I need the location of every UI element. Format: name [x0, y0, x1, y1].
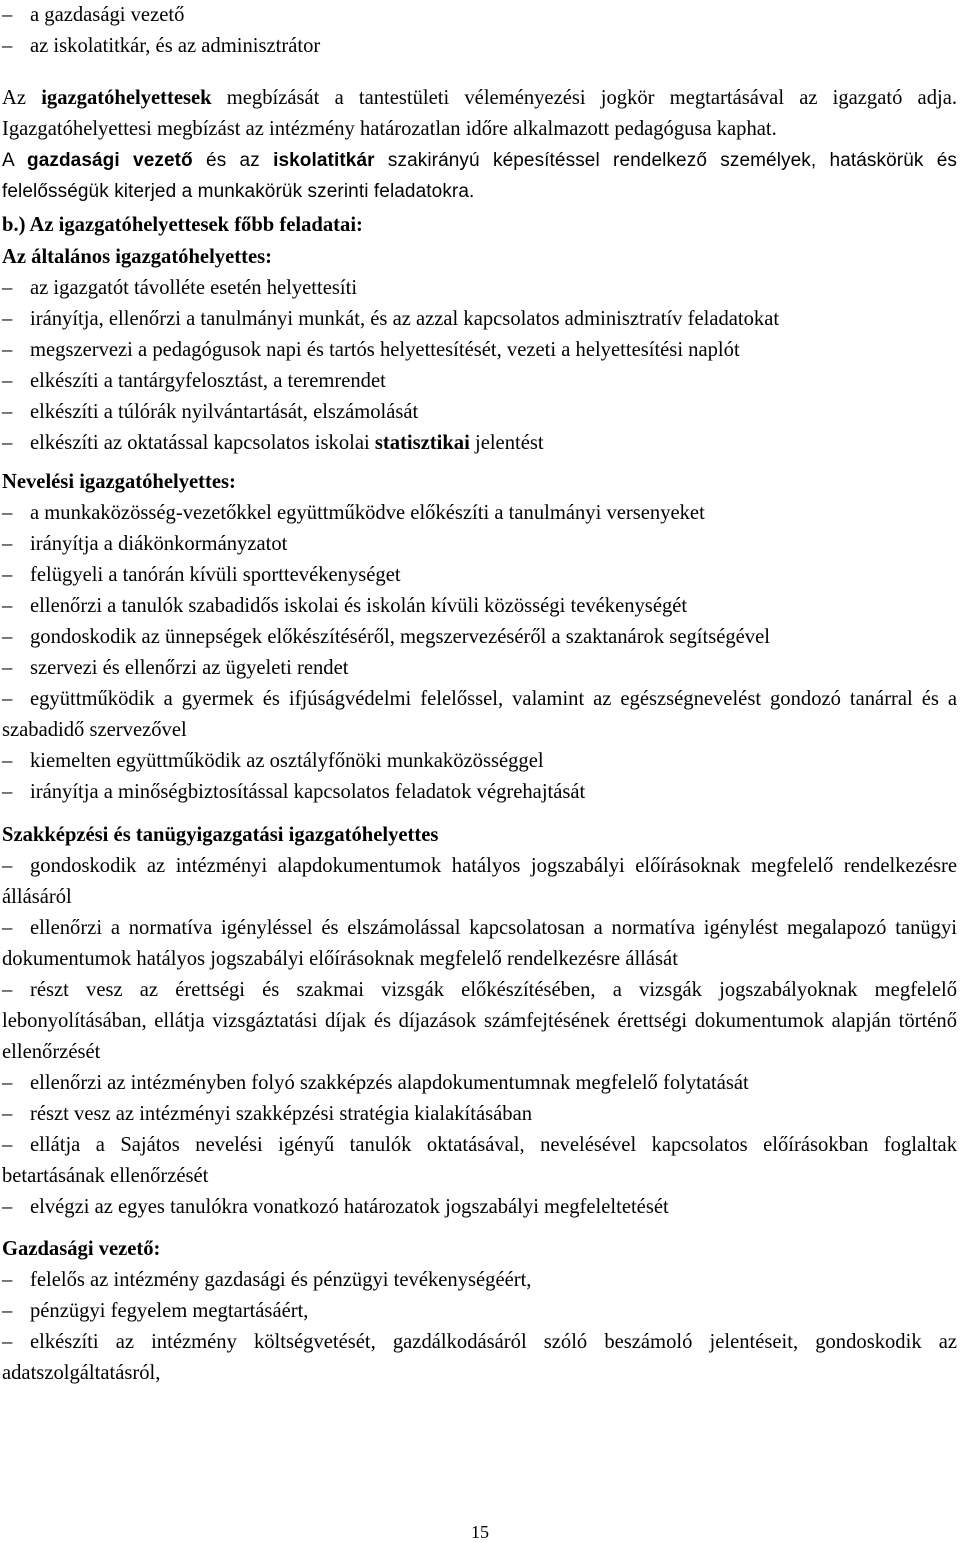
text: Az	[2, 87, 42, 109]
list-dash: –	[2, 781, 13, 803]
list-item-text: részt vesz az intézményi szakképzési stratégia kialakításában	[30, 1103, 533, 1125]
list-item	[2, 366, 957, 397]
list-item-text: kiemelten együttműködik az osztályfőnöki munkaközösséggel	[30, 750, 544, 772]
list-item-text: együttműködik a gyermek és ifjúságvédelmi felelőssel, valamint az egészségnevelést gondozó tanárral és a szabadidő szervezővel	[2, 688, 957, 741]
list-item-text: felelős az intézmény gazdasági és pénzügyi tevékenységéért,	[30, 1269, 532, 1291]
list-item	[2, 653, 957, 684]
list-item	[2, 560, 957, 591]
list-item-text: az igazgatót távolléte esetén helyettesíti	[30, 277, 358, 299]
list-dash: –	[2, 657, 13, 679]
list-dash: –	[2, 502, 13, 524]
list-item	[2, 0, 957, 31]
list-dash: –	[2, 855, 13, 877]
list-item-wrapped	[2, 851, 957, 913]
list-dash: –	[2, 1134, 13, 1156]
list-item-text: elkészíti a tantárgyfelosztást, a teremrendet	[30, 370, 386, 392]
paragraph-appointment	[2, 83, 957, 145]
text: jelentést	[469, 432, 544, 454]
list-item	[2, 746, 957, 777]
list-item-text: ellenőrzi a normatíva igényléssel és elszámolással kapcsolatosan a normatíva igénylést megalapozó tanügyi dokumentumok hatályos jogszabályi előírásoknak megfelelő rendelkezésre állását	[2, 917, 957, 970]
list-item-text: felügyeli a tanórán kívüli sporttevékenységet	[30, 564, 401, 586]
list-item	[2, 31, 957, 62]
page-number: 15	[471, 1522, 489, 1542]
list-item-text: megszervezi a pedagógusok napi és tartós helyettesítését, vezeti a helyettesítési naplót	[30, 339, 740, 361]
list-item	[2, 428, 957, 459]
list-dash: –	[2, 370, 13, 392]
list-dash: –	[2, 35, 13, 57]
list-dash: –	[2, 688, 13, 710]
list-dash: –	[2, 1269, 13, 1291]
list-item-wrapped	[2, 1130, 957, 1192]
text: A	[2, 150, 27, 171]
list-item	[2, 1099, 957, 1130]
list-item	[2, 1068, 957, 1099]
list-item-text: irányítja a diákönkormányzatot	[30, 533, 288, 555]
list-item-text: ellenőrzi a tanulók szabadidős iskolai és iskolán kívüli közösségi tevékenységét	[30, 595, 688, 617]
list-item-wrapped	[2, 684, 957, 746]
list-item-text: részt vesz az érettségi és szakmai vizsgák előkészítésében, a vizsgák jogszabályoknak megfelelő lebonyolításában, ellátja vizsgáztatási díjak és díjazások számfejtésének érettségi dokumentumok alapján történő ellenőrzését	[2, 979, 957, 1063]
list-dash: –	[2, 1300, 13, 1322]
list-item	[2, 1265, 957, 1296]
list-item	[2, 1296, 957, 1327]
list-item-wrapped	[2, 913, 957, 975]
list-dash: –	[2, 401, 13, 423]
list-dash: –	[2, 564, 13, 586]
list-item-wrapped	[2, 975, 957, 1068]
document-page	[2, 0, 957, 1389]
list-item	[2, 1192, 957, 1223]
list-item-text: ellenőrzi az intézményben folyó szakképzés alapdokumentumnak megfelelő folytatását	[30, 1072, 749, 1094]
list-dash: –	[2, 339, 13, 361]
list-item-text: irányítja a minőségbiztosítással kapcsolatos feladatok végrehajtását	[30, 781, 586, 803]
list-item-text: elkészíti az intézmény költségvetését, gazdálkodásáról szóló beszámoló jelentéseit, gondoskodik az adatszolgáltatásról,	[2, 1331, 957, 1384]
list-dash: –	[2, 1331, 13, 1353]
list-item-text: gondoskodik az ünnepségek előkészítéséről, megszervezéséről a szaktanárok segítségével	[30, 626, 770, 648]
general-deputy-heading: Az általános igazgatóhelyettes:	[2, 246, 272, 268]
list-item-text: ellátja a Sajátos nevelési igényű tanulók oktatásával, nevelésével kapcsolatos előírásokban foglaltak betartásának ellenőrzését	[2, 1134, 957, 1187]
list-item-text: gondoskodik az intézményi alapdokumentumok hatályos jogszabályi előírásoknak megfelelő rendelkezésre állásáról	[2, 855, 957, 908]
list-item-wrapped	[2, 1327, 957, 1389]
list-dash: –	[2, 917, 13, 939]
list-item-text: elkészíti a túlórák nyilvántartását, elszámolását	[30, 401, 419, 423]
list-item-text: pénzügyi fegyelem megtartásáért,	[30, 1300, 309, 1322]
list-dash: –	[2, 432, 13, 454]
text: megbízását a tantestületi véleményezési jogkör megtartásával az igazgató adja. Igazgatóhelyettesi megbízást az intézmény határozatlan időre alkalmazott pedagógusa kaphat.	[2, 87, 958, 140]
list-item	[2, 397, 957, 428]
list-item-text: a munkaközösség-vezetőkkel együttműködve előkészíti a tanulmányi versenyeket	[30, 502, 705, 524]
list-dash: –	[2, 979, 13, 1001]
list-item	[2, 304, 957, 335]
list-dash: –	[2, 277, 13, 299]
list-dash: –	[2, 1196, 13, 1218]
text: és az	[192, 150, 274, 171]
list-dash: –	[2, 4, 13, 26]
paragraph-staff	[2, 145, 957, 207]
list-dash: –	[2, 1103, 13, 1125]
list-dash: –	[2, 750, 13, 772]
bold-term: statisztikai	[374, 432, 470, 454]
list-item	[2, 622, 957, 653]
list-dash: –	[2, 308, 13, 330]
list-dash: –	[2, 1072, 13, 1094]
list-dash: –	[2, 595, 13, 617]
list-item	[2, 335, 957, 366]
list-item	[2, 529, 957, 560]
list-item	[2, 498, 957, 529]
education-deputy-heading: Nevelési igazgatóhelyettes:	[2, 471, 236, 493]
list-item-text: szervezi és ellenőrzi az ügyeleti rendet	[30, 657, 349, 679]
list-dash: –	[2, 626, 13, 648]
list-item-text: az iskolatitkár, és az adminisztrátor	[30, 35, 321, 57]
list-item-text	[30, 428, 957, 459]
finance-heading: Gazdasági vezető:	[2, 1238, 161, 1260]
list-item-text: irányítja, ellenőrzi a tanulmányi munkát, és az azzal kapcsolatos adminisztratív feladatokat	[30, 308, 780, 330]
text: elkészíti az oktatással kapcsolatos iskolai	[30, 432, 375, 454]
list-item	[2, 273, 957, 304]
vocational-deputy-heading: Szakképzési és tanügyigazgatási igazgatóhelyettes	[2, 824, 439, 846]
section-heading: b.) Az igazgatóhelyettesek főbb feladatai:	[2, 214, 363, 236]
bold-term: iskolatitkár	[273, 150, 375, 171]
list-item-text: a gazdasági vezető	[30, 4, 185, 26]
list-dash: –	[2, 533, 13, 555]
text: szakirányú képesítéssel rendelkező személyek, hatáskörük és felelősségük kiterjed a munkakörük szerinti feladatokra.	[2, 150, 958, 202]
bold-term: gazdasági vezető	[27, 150, 193, 171]
list-item-text: elvégzi az egyes tanulókra vonatkozó határozatok jogszabályi megfeleltetését	[30, 1196, 669, 1218]
list-item	[2, 777, 957, 808]
bold-term: igazgatóhelyettesek	[41, 87, 212, 109]
list-item	[2, 591, 957, 622]
